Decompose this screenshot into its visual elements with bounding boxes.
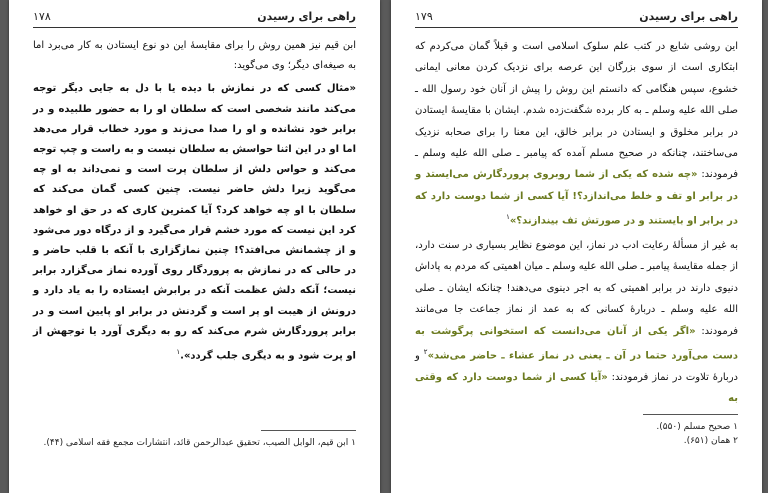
page-header (33, 8, 356, 28)
right-page (391, 0, 762, 493)
page-body (33, 36, 356, 370)
paragraph-text: و دربارهٔ تلاوت در نماز فرمودند: (415, 350, 738, 383)
footnotes (415, 420, 738, 448)
footnote-ref: ۱ (506, 213, 510, 222)
hadith-quote: «اگر یکی از آنان می‌دانست که استخوانی پرگوشت به دست می‌آورد حتما در آن ـ یعنی در نماز عشاء ـ حاضر می‌شد» (415, 325, 738, 362)
paragraph-1 (415, 36, 738, 232)
quote-text: «مثال کسی که در نمازش با دیده یا با دل به جایی دیگر توجه می‌کند مانند شخصی است که سلطان او را به حضور طلبیده و در برابر خود نشانده و او را صدا می‌زند و مورد خطاب قرار می‌دهد اما او در این اثنا حواسش به سلطان نیست و به راست و چپ توجه می‌کند و حواس دلش از سلطان پرت است و نمی‌داند به او چه می‌گوید زیرا دلش حاضر نیست. چنین کسی گمان می‌کند که سلطان با او چه خواهد کرد؟ آیا کمترین کاری که در حق او خواهد کرد این نیست که مورد خشم قرار می‌گیرد و از درگاه دور می‌شود و از چشمانش می‌افتد؟! چنین نمازگزاری با آنکه با قلب حاضر و در حالی که در نمازش به پروردگار روی آورده نماز می‌گزارد برابر نیست؛ آنکه دلش عظمت آنکه در برابرش ایستاده را به یاد دارد و درونش از هیبت او پر است و گردنش در برابر او پایین است و در برابر پروردگارش شرم می‌کند که رو به دیگری آورد یا توجهش از او پرت شود و به دیگری جلب گردد». (33, 83, 356, 362)
page-number: ۱۷۹ (415, 10, 433, 23)
footnote-separator (643, 414, 738, 415)
footnote-ref: ۲ (423, 348, 428, 357)
paragraph-2 (415, 235, 738, 410)
page-number: ۱۷۸ (33, 10, 51, 23)
footnote-ref: ۱ (176, 348, 181, 357)
running-title: راهی برای رسیدن (639, 10, 738, 23)
page-body (415, 36, 738, 413)
paragraph-text: به غیر از مسألهٔ رعایت ادب در نماز، این موضوع نظایر بسیاری در سنت دارد، از جمله مقایسهٔ پیامبر ـ صلی الله علیه وسلم ـ میان اهمیتی که مردم به پاداش دنیوی دارند در برابر اهمیتی که به اجر دینوی می‌دهند! چنانکه ایشان ـ صلی الله علیه وسلم ـ دربارهٔ کسانی که به عمد از نماز جماعت جا می‌مانند فرمودند: (415, 239, 738, 337)
footnote: ۲ همان (۶۵۱). (683, 436, 738, 446)
hadith-quote: «آیا کسی از شما دوست دارد که وقتی به (415, 371, 738, 405)
intro-paragraph: ابن قیم نیز همین روش را برای مقایسهٔ این دو نوع ایستادن به کار می‌برد اما به صیغه‌ای دیگر؛ وی می‌گوید: (33, 40, 356, 72)
footnote: ۱ ابن قیم، الوابل الصیب، تحقیق عبدالرحمن قائد، انتشارات مجمع فقه اسلامی (۴۴). (43, 438, 356, 448)
hadith-quote: «چه شده که یکی از شما روبروی پروردگارش می‌ایستد و در برابر او تف و خلط می‌اندازد؟! آیا کسی از شما دوست دارد که در برابر او بایستند و در صورتش تف بیندازند؟» (415, 169, 738, 227)
paragraph-text: این روشی شایع در کتب علم سلوک اسلامی است و قبلاً گمان می‌کردم که ابتکاری است از سوی بزرگان این عرصه برای نزدیک کردن معانی ایمانی خشوع، سپس هنگامی که دانستم این روش را پیش از آنان خود رسول الله ـ صلی الله علیه وسلم ـ به کار برده شگفت‌زده شدم. ایشان با مقایسهٔ ایستادن در برابر مخلوق و ایستادن در برابر خالق، این معنا را برای صحابه نزدیک می‌ساختند، چنانکه در صحیح مسلم آمده که پیامبر ـ صلی الله علیه وسلم ـ فرمودند: (415, 41, 738, 181)
running-title: راهی برای رسیدن (257, 10, 356, 23)
quote-block (33, 79, 356, 366)
footnote-separator (261, 430, 356, 431)
footnote: ۱ صحیح مسلم (۵۵۰). (656, 422, 738, 432)
page-header (415, 8, 738, 28)
footnotes (33, 436, 356, 450)
left-page (9, 0, 380, 493)
